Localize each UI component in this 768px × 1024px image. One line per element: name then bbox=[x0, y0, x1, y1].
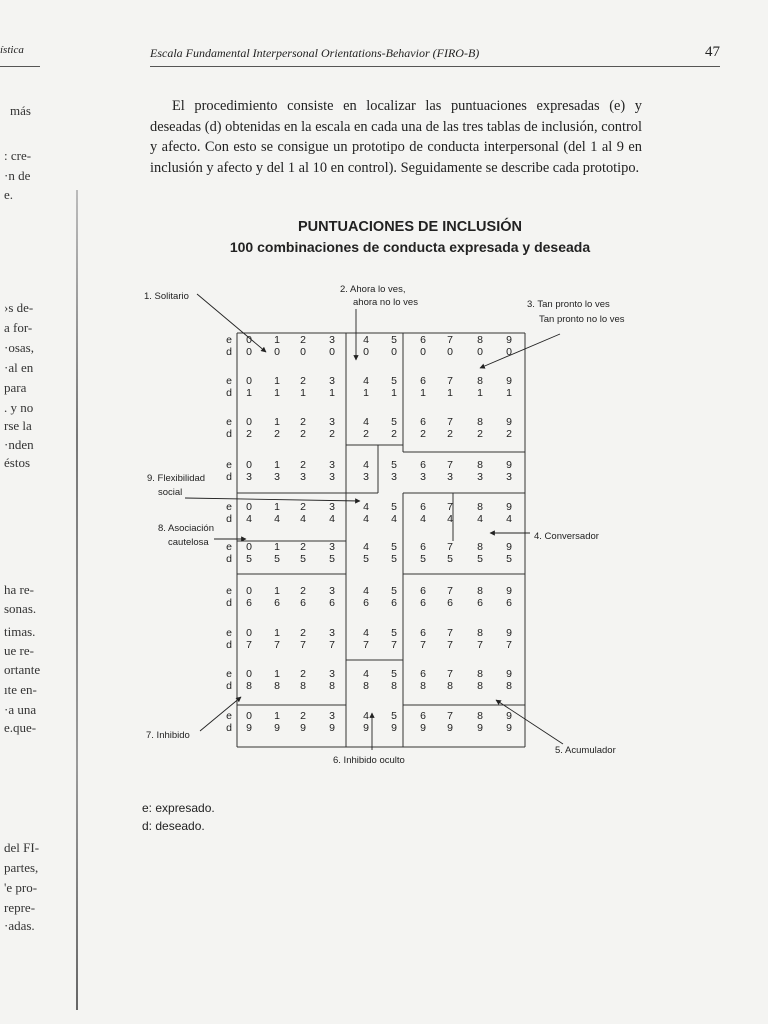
cell-e-value: 7 bbox=[447, 459, 453, 471]
cell-e-value: 5 bbox=[391, 627, 397, 639]
left-margin-fragment: e.que- bbox=[4, 720, 37, 735]
cell-e-value: 1 bbox=[274, 375, 280, 387]
left-margin-fragment: ·nden bbox=[4, 437, 34, 452]
row-label-d: d bbox=[226, 428, 232, 440]
cell-e-value: 4 bbox=[363, 416, 369, 428]
cell-e-value: 8 bbox=[477, 501, 483, 513]
cell-e-value: 3 bbox=[329, 334, 335, 346]
cell-e-value: 8 bbox=[477, 459, 483, 471]
left-margin-fragment: ue re- bbox=[4, 643, 34, 658]
cell-e-value: 8 bbox=[477, 710, 483, 722]
arrow-inhibido bbox=[200, 697, 241, 731]
cell-e-value: 3 bbox=[329, 668, 335, 680]
cell-d-value: 8 bbox=[300, 680, 306, 692]
cell-d-value: 7 bbox=[391, 639, 397, 651]
cell-e-value: 4 bbox=[363, 501, 369, 513]
cell-e-value: 0 bbox=[246, 585, 252, 597]
left-margin-fragment: . y no bbox=[4, 400, 34, 415]
cell-e-value: 9 bbox=[506, 585, 512, 597]
row-label-e: e bbox=[226, 334, 232, 346]
cell-d-value: 1 bbox=[420, 387, 426, 399]
arrow-flexibilidad bbox=[185, 498, 360, 501]
left-margin-fragment: del FI- bbox=[4, 840, 40, 855]
cell-d-value: 3 bbox=[477, 471, 483, 483]
cell-d-value: 6 bbox=[363, 597, 369, 609]
row-label-d: d bbox=[226, 680, 232, 692]
cell-e-value: 0 bbox=[246, 375, 252, 387]
cell-d-value: 4 bbox=[300, 513, 306, 525]
cell-e-value: 6 bbox=[420, 459, 426, 471]
cell-e-value: 8 bbox=[477, 334, 483, 346]
row-label-e: e bbox=[226, 541, 232, 553]
left-margin-fragment: éstos bbox=[4, 455, 30, 470]
cell-e-value: 2 bbox=[300, 501, 306, 513]
cell-d-value: 7 bbox=[274, 639, 280, 651]
cell-d-value: 0 bbox=[391, 346, 397, 358]
cell-e-value: 6 bbox=[420, 501, 426, 513]
cell-d-value: 7 bbox=[329, 639, 335, 651]
cell-d-value: 5 bbox=[329, 553, 335, 565]
running-head-title: Escala Fundamental Interpersonal Orientations-Behavior (FIRO-B) bbox=[150, 46, 480, 60]
row-label-e: e bbox=[226, 501, 232, 513]
cell-d-value: 7 bbox=[506, 639, 512, 651]
cell-d-value: 4 bbox=[363, 513, 369, 525]
cell-e-value: 4 bbox=[363, 541, 369, 553]
cell-d-value: 9 bbox=[300, 722, 306, 734]
row-label-e: e bbox=[226, 585, 232, 597]
callout-flexibilidad-2: social bbox=[158, 487, 183, 498]
left-margin-fragment: ·osas, bbox=[4, 340, 34, 355]
row-label-d: d bbox=[226, 597, 232, 609]
cell-e-value: 5 bbox=[391, 459, 397, 471]
cell-d-value: 9 bbox=[506, 722, 512, 734]
cell-d-value: 0 bbox=[363, 346, 369, 358]
cell-d-value: 6 bbox=[274, 597, 280, 609]
body-paragraph: El procedimiento consiste en localizar las puntuaciones expresadas (e) y deseadas (d) obtenidas en la escala en cada una de las tres tablas de inclusión, control y afecto. Con esto se consigue un prototipo de conducta interpersonal (del 1 al 9 en inclusión y afecto y del 1 al 10 en control). Seguidamente se describe cada prototipo. bbox=[150, 98, 642, 176]
cell-e-value: 7 bbox=[447, 627, 453, 639]
left-margin-fragment: : cre- bbox=[4, 148, 32, 163]
callout-conversador: 4. Conversador bbox=[534, 531, 599, 542]
cell-d-value: 2 bbox=[274, 428, 280, 440]
cell-d-value: 8 bbox=[363, 680, 369, 692]
cell-d-value: 4 bbox=[477, 513, 483, 525]
cell-e-value: 3 bbox=[329, 416, 335, 428]
cell-e-value: 7 bbox=[447, 501, 453, 513]
cell-d-value: 4 bbox=[447, 513, 453, 525]
left-margin-fragment: ortante bbox=[4, 662, 41, 677]
cell-d-value: 1 bbox=[274, 387, 280, 399]
row-label-d: d bbox=[226, 639, 232, 651]
cell-e-value: 6 bbox=[420, 585, 426, 597]
cell-d-value: 2 bbox=[391, 428, 397, 440]
cell-d-value: 2 bbox=[246, 428, 252, 440]
cell-e-value: 9 bbox=[506, 416, 512, 428]
cell-d-value: 9 bbox=[477, 722, 483, 734]
cell-e-value: 6 bbox=[420, 710, 426, 722]
cell-d-value: 5 bbox=[363, 553, 369, 565]
left-margin-fragment: más bbox=[10, 103, 31, 118]
row-label-d: d bbox=[226, 722, 232, 734]
row-label-d: d bbox=[226, 471, 232, 483]
cell-e-value: 1 bbox=[274, 541, 280, 553]
callout-tan-pronto-2: Tan pronto no lo ves bbox=[539, 314, 625, 325]
cell-e-value: 5 bbox=[391, 710, 397, 722]
cell-d-value: 6 bbox=[246, 597, 252, 609]
cell-d-value: 5 bbox=[391, 553, 397, 565]
callout-labels bbox=[144, 284, 625, 766]
callout-acumulador: 5. Acumulador bbox=[555, 745, 616, 756]
cell-d-value: 2 bbox=[300, 428, 306, 440]
cell-e-value: 6 bbox=[420, 375, 426, 387]
cell-d-value: 2 bbox=[329, 428, 335, 440]
cell-e-value: 0 bbox=[246, 627, 252, 639]
cell-e-value: 6 bbox=[420, 541, 426, 553]
cell-d-value: 2 bbox=[477, 428, 483, 440]
left-margin-fragment: ha re- bbox=[4, 582, 34, 597]
cell-e-value: 8 bbox=[477, 668, 483, 680]
cell-d-value: 0 bbox=[506, 346, 512, 358]
cell-d-value: 5 bbox=[246, 553, 252, 565]
cell-d-value: 0 bbox=[447, 346, 453, 358]
cell-d-value: 7 bbox=[447, 639, 453, 651]
cell-e-value: 9 bbox=[506, 334, 512, 346]
cell-e-value: 5 bbox=[391, 334, 397, 346]
cell-e-value: 4 bbox=[363, 668, 369, 680]
cell-e-value: 7 bbox=[447, 416, 453, 428]
cell-d-value: 0 bbox=[477, 346, 483, 358]
callout-asociacion-2: cautelosa bbox=[168, 537, 209, 548]
cell-e-value: 4 bbox=[363, 710, 369, 722]
cell-d-value: 0 bbox=[300, 346, 306, 358]
row-label-e: e bbox=[226, 416, 232, 428]
cell-e-value: 6 bbox=[420, 416, 426, 428]
cell-e-value: 6 bbox=[420, 627, 426, 639]
callout-solitario: 1. Solitario bbox=[144, 291, 189, 302]
cell-e-value: 1 bbox=[274, 459, 280, 471]
left-margin-fragment: a for- bbox=[4, 320, 33, 335]
cell-e-value: 8 bbox=[477, 541, 483, 553]
cell-d-value: 3 bbox=[329, 471, 335, 483]
cell-d-value: 9 bbox=[447, 722, 453, 734]
cell-d-value: 4 bbox=[274, 513, 280, 525]
cell-d-value: 8 bbox=[274, 680, 280, 692]
cell-d-value: 1 bbox=[329, 387, 335, 399]
cell-e-value: 3 bbox=[329, 585, 335, 597]
cell-d-value: 2 bbox=[447, 428, 453, 440]
cell-d-value: 3 bbox=[363, 471, 369, 483]
cell-e-value: 0 bbox=[246, 541, 252, 553]
cell-d-value: 1 bbox=[300, 387, 306, 399]
cell-d-value: 1 bbox=[447, 387, 453, 399]
cell-d-value: 1 bbox=[506, 387, 512, 399]
cell-e-value: 4 bbox=[363, 459, 369, 471]
cell-e-value: 2 bbox=[300, 668, 306, 680]
cell-e-value: 6 bbox=[420, 334, 426, 346]
cell-d-value: 1 bbox=[391, 387, 397, 399]
cell-e-value: 3 bbox=[329, 501, 335, 513]
cell-d-value: 6 bbox=[300, 597, 306, 609]
cell-e-value: 5 bbox=[391, 375, 397, 387]
callout-inhibido-oculto: 6. Inhibido oculto bbox=[333, 755, 405, 766]
cell-d-value: 8 bbox=[329, 680, 335, 692]
cell-d-value: 5 bbox=[300, 553, 306, 565]
cell-d-value: 8 bbox=[420, 680, 426, 692]
cell-e-value: 7 bbox=[447, 668, 453, 680]
cell-e-value: 2 bbox=[300, 334, 306, 346]
left-margin-fragment: repre- bbox=[4, 900, 36, 915]
cell-d-value: 3 bbox=[506, 471, 512, 483]
cell-e-value: 3 bbox=[329, 710, 335, 722]
legend-deseado: d: deseado. bbox=[142, 819, 205, 833]
cell-e-value: 7 bbox=[447, 375, 453, 387]
cell-d-value: 5 bbox=[274, 553, 280, 565]
cell-e-value: 5 bbox=[391, 668, 397, 680]
cell-e-value: 6 bbox=[420, 668, 426, 680]
cell-e-value: 1 bbox=[274, 585, 280, 597]
cell-e-value: 9 bbox=[506, 668, 512, 680]
cell-e-value: 0 bbox=[246, 668, 252, 680]
cell-e-value: 7 bbox=[447, 541, 453, 553]
cell-d-value: 4 bbox=[391, 513, 397, 525]
cell-e-value: 9 bbox=[506, 501, 512, 513]
cell-e-value: 0 bbox=[246, 710, 252, 722]
cell-e-value: 4 bbox=[363, 375, 369, 387]
cell-e-value: 8 bbox=[477, 375, 483, 387]
cell-e-value: 3 bbox=[329, 459, 335, 471]
cell-d-value: 6 bbox=[447, 597, 453, 609]
table-title: PUNTUACIONES DE INCLUSIÓN bbox=[298, 219, 522, 235]
cell-e-value: 9 bbox=[506, 627, 512, 639]
callout-ahora-lo-ves-1: 2. Ahora lo ves, bbox=[340, 284, 406, 295]
cell-e-value: 1 bbox=[274, 501, 280, 513]
cell-d-value: 8 bbox=[477, 680, 483, 692]
legend-expresado: e: expresado. bbox=[142, 801, 215, 815]
cell-d-value: 7 bbox=[477, 639, 483, 651]
left-margin-fragment: ·al en bbox=[4, 360, 34, 375]
cell-d-value: 4 bbox=[420, 513, 426, 525]
row-label-d: d bbox=[226, 387, 232, 399]
left-margin-fragment: ·adas. bbox=[4, 918, 35, 933]
cell-e-value: 3 bbox=[329, 375, 335, 387]
cell-e-value: 5 bbox=[391, 501, 397, 513]
left-page-header-text: ística bbox=[0, 44, 24, 56]
cell-e-value: 4 bbox=[363, 334, 369, 346]
cell-d-value: 3 bbox=[420, 471, 426, 483]
cell-e-value: 8 bbox=[477, 416, 483, 428]
cell-d-value: 9 bbox=[391, 722, 397, 734]
cell-d-value: 7 bbox=[300, 639, 306, 651]
cell-d-value: 9 bbox=[420, 722, 426, 734]
cell-d-value: 0 bbox=[420, 346, 426, 358]
row-label-d: d bbox=[226, 346, 232, 358]
cell-d-value: 1 bbox=[246, 387, 252, 399]
cell-e-value: 0 bbox=[246, 501, 252, 513]
cell-d-value: 6 bbox=[477, 597, 483, 609]
cell-e-value: 9 bbox=[506, 710, 512, 722]
cell-d-value: 7 bbox=[420, 639, 426, 651]
cell-e-value: 2 bbox=[300, 541, 306, 553]
cell-e-value: 4 bbox=[363, 585, 369, 597]
cell-e-value: 0 bbox=[246, 459, 252, 471]
cell-d-value: 1 bbox=[477, 387, 483, 399]
row-label-d: d bbox=[226, 553, 232, 565]
cell-d-value: 6 bbox=[329, 597, 335, 609]
cell-d-value: 8 bbox=[447, 680, 453, 692]
row-label-e: e bbox=[226, 710, 232, 722]
page-number: 47 bbox=[705, 44, 720, 60]
callout-inhibido: 7. Inhibido bbox=[146, 730, 190, 741]
left-margin-fragment: e. bbox=[4, 187, 14, 202]
cell-e-value: 1 bbox=[274, 334, 280, 346]
cell-d-value: 5 bbox=[477, 553, 483, 565]
cell-e-value: 0 bbox=[246, 416, 252, 428]
cell-e-value: 4 bbox=[363, 627, 369, 639]
cell-e-value: 5 bbox=[391, 585, 397, 597]
cell-d-value: 3 bbox=[274, 471, 280, 483]
cell-e-value: 1 bbox=[274, 710, 280, 722]
cell-e-value: 7 bbox=[447, 334, 453, 346]
left-margin-fragment: 'e pro- bbox=[4, 880, 38, 895]
callout-flexibilidad-1: 9. Flexibilidad bbox=[147, 473, 206, 484]
cell-e-value: 8 bbox=[477, 627, 483, 639]
cell-d-value: 0 bbox=[274, 346, 280, 358]
cell-e-value: 9 bbox=[506, 541, 512, 553]
cell-e-value: 2 bbox=[300, 459, 306, 471]
left-margin-fragment: ·a una bbox=[4, 702, 37, 717]
cell-d-value: 9 bbox=[246, 722, 252, 734]
cell-d-value: 0 bbox=[329, 346, 335, 358]
left-margin-fragment: sonas. bbox=[4, 601, 37, 616]
cell-d-value: 6 bbox=[420, 597, 426, 609]
cell-e-value: 7 bbox=[447, 585, 453, 597]
cell-d-value: 9 bbox=[274, 722, 280, 734]
cell-d-value: 6 bbox=[506, 597, 512, 609]
callout-ahora-lo-ves-2: ahora no lo ves bbox=[353, 297, 418, 308]
cell-d-value: 1 bbox=[363, 387, 369, 399]
row-label-e: e bbox=[226, 375, 232, 387]
cell-d-value: 3 bbox=[447, 471, 453, 483]
cell-e-value: 7 bbox=[447, 710, 453, 722]
cell-d-value: 2 bbox=[420, 428, 426, 440]
cell-d-value: 3 bbox=[300, 471, 306, 483]
table-subtitle: 100 combinaciones de conducta expresada y deseada bbox=[229, 239, 591, 255]
cell-e-value: 2 bbox=[300, 416, 306, 428]
cell-d-value: 4 bbox=[329, 513, 335, 525]
cell-d-value: 5 bbox=[506, 553, 512, 565]
cell-d-value: 3 bbox=[391, 471, 397, 483]
cell-e-value: 2 bbox=[300, 627, 306, 639]
cell-d-value: 8 bbox=[506, 680, 512, 692]
left-margin-fragment: para bbox=[4, 380, 27, 395]
cell-d-value: 0 bbox=[246, 346, 252, 358]
cell-e-value: 2 bbox=[300, 375, 306, 387]
row-label-e: e bbox=[226, 668, 232, 680]
cell-d-value: 7 bbox=[246, 639, 252, 651]
cell-e-value: 5 bbox=[391, 541, 397, 553]
callout-tan-pronto-1: 3. Tan pronto lo ves bbox=[527, 299, 610, 310]
cell-e-value: 9 bbox=[506, 375, 512, 387]
cell-e-value: 1 bbox=[274, 416, 280, 428]
cell-d-value: 6 bbox=[391, 597, 397, 609]
cell-e-value: 2 bbox=[300, 710, 306, 722]
left-margin-fragment: ıte en- bbox=[4, 682, 37, 697]
left-margin-fragment: ›s de- bbox=[4, 300, 34, 315]
row-label-d: d bbox=[226, 513, 232, 525]
cell-d-value: 4 bbox=[506, 513, 512, 525]
cell-d-value: 8 bbox=[391, 680, 397, 692]
left-margin-fragment: timas. bbox=[4, 624, 36, 639]
cell-d-value: 7 bbox=[363, 639, 369, 651]
callout-asociacion-1: 8. Asociación bbox=[158, 523, 214, 534]
table-cells bbox=[226, 334, 512, 734]
cell-d-value: 2 bbox=[363, 428, 369, 440]
row-label-e: e bbox=[226, 459, 232, 471]
cell-d-value: 2 bbox=[506, 428, 512, 440]
cell-e-value: 8 bbox=[477, 585, 483, 597]
cell-d-value: 9 bbox=[329, 722, 335, 734]
row-label-e: e bbox=[226, 627, 232, 639]
left-margin-fragment: rse la bbox=[4, 418, 32, 433]
cell-d-value: 9 bbox=[363, 722, 369, 734]
cell-e-value: 3 bbox=[329, 627, 335, 639]
cell-e-value: 1 bbox=[274, 668, 280, 680]
cell-e-value: 1 bbox=[274, 627, 280, 639]
left-margin-fragment: ·n de bbox=[4, 168, 31, 183]
cell-e-value: 9 bbox=[506, 459, 512, 471]
left-margin-fragment: partes, bbox=[4, 860, 39, 875]
cell-e-value: 0 bbox=[246, 334, 252, 346]
cell-e-value: 5 bbox=[391, 416, 397, 428]
cell-d-value: 3 bbox=[246, 471, 252, 483]
cell-d-value: 8 bbox=[246, 680, 252, 692]
cell-e-value: 3 bbox=[329, 541, 335, 553]
cell-d-value: 5 bbox=[447, 553, 453, 565]
cell-d-value: 4 bbox=[246, 513, 252, 525]
cell-e-value: 2 bbox=[300, 585, 306, 597]
cell-d-value: 5 bbox=[420, 553, 426, 565]
arrow-tan-pronto bbox=[480, 334, 560, 368]
